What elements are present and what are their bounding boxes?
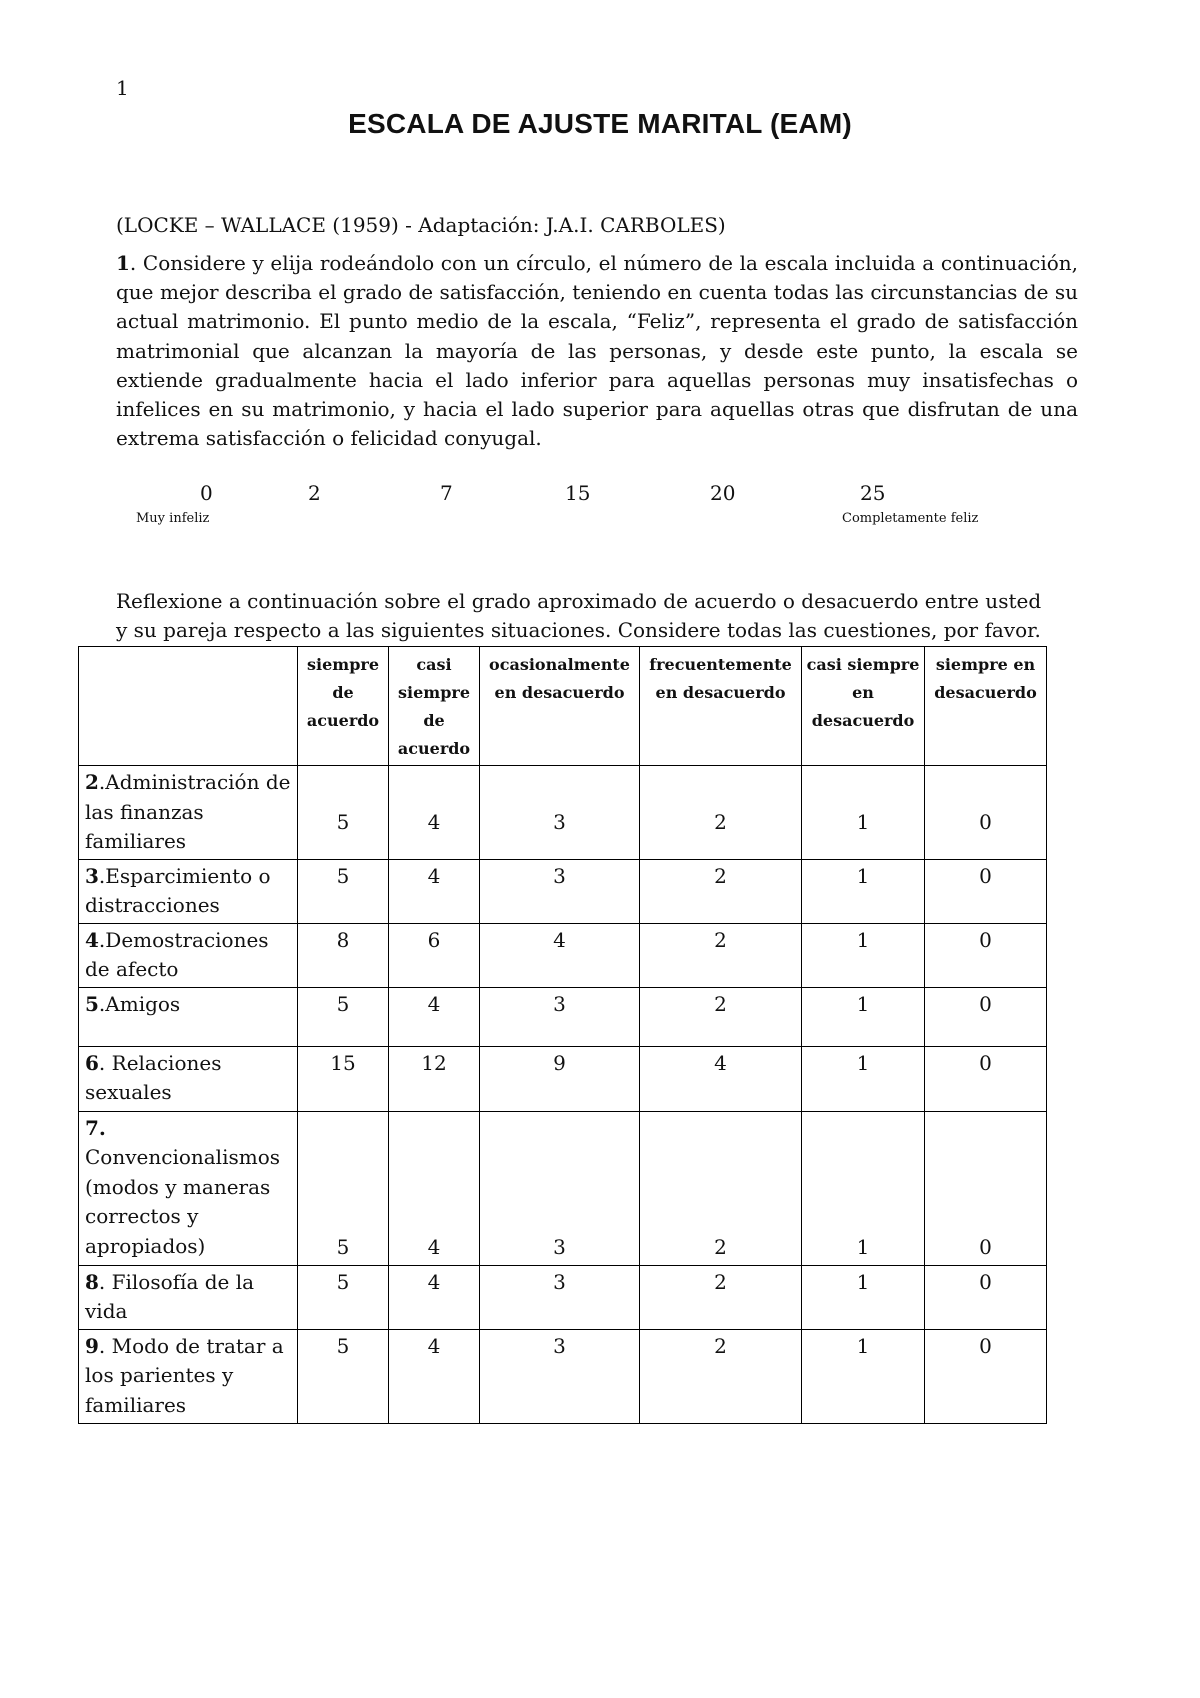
score-cell[interactable]: 2	[640, 923, 802, 987]
score-cell[interactable]: 4	[389, 1329, 480, 1423]
table-header-row	[79, 647, 1047, 766]
score-cell[interactable]: 3	[480, 1329, 640, 1423]
score-cell[interactable]: 3	[480, 766, 640, 860]
score-cell[interactable]: 1	[802, 1265, 925, 1329]
score-cell[interactable]: 1	[802, 987, 925, 1046]
item-label	[79, 1046, 298, 1111]
score-cell[interactable]: 3	[480, 987, 640, 1046]
item-number: 2	[85, 770, 99, 794]
score-cell[interactable]: 2	[640, 1111, 802, 1265]
score-cell[interactable]: 4	[389, 766, 480, 860]
item-text: .Amigos	[98, 991, 181, 1016]
score-cell[interactable]: 5	[298, 987, 389, 1046]
item-label	[79, 1329, 298, 1423]
score-cell[interactable]: 0	[925, 1111, 1047, 1265]
item-label	[79, 766, 298, 860]
scale-value-15[interactable]: 15	[565, 481, 591, 505]
header-blank	[79, 647, 298, 766]
score-cell[interactable]: 4	[640, 1046, 802, 1111]
score-cell[interactable]: 2	[640, 1265, 802, 1329]
header-siempre-en-desacuerdo: siempre en desacuerdo	[925, 647, 1047, 766]
score-cell[interactable]: 15	[298, 1046, 389, 1111]
table-row	[79, 766, 1047, 860]
score-cell[interactable]: 2	[640, 766, 802, 860]
score-cell[interactable]: 5	[298, 766, 389, 860]
score-cell[interactable]: 4	[389, 1265, 480, 1329]
score-cell[interactable]: 1	[802, 923, 925, 987]
scale-value-7[interactable]: 7	[440, 481, 453, 505]
question-1-text: . Considere y elija rodeándolo con un círculo, el número de la escala incluida a continuación, que mejor describa el grado de satisfacción, teniendo en cuenta todas las circunstancias de su actual matrimonio. El punto medio de la escala, “Feliz”, representa el grado de satisfacción matrimonial que alcanzan la mayoría de las personas, y desde este punto, la escala se extiende gradualmente hacia el lado inferior para aquellas personas muy insatisfechas o infelices en su matrimonio, y hacia el lado superior para aquellas otras que disfrutan de una extrema satisfacción o felicidad conyugal.	[116, 251, 1078, 451]
score-cell[interactable]: 2	[640, 1329, 802, 1423]
item-number: 4	[85, 927, 99, 952]
score-cell[interactable]: 3	[480, 859, 640, 923]
score-cell[interactable]: 6	[389, 923, 480, 987]
score-cell[interactable]: 5	[298, 859, 389, 923]
score-cell[interactable]: 1	[802, 766, 925, 860]
score-cell[interactable]: 3	[480, 1265, 640, 1329]
scale-low-label: Muy infeliz	[136, 511, 210, 526]
item-label	[79, 987, 298, 1046]
score-cell[interactable]: 4	[389, 987, 480, 1046]
score-cell[interactable]: 2	[640, 987, 802, 1046]
item-text: .Administración de las finanzas familiares	[85, 770, 291, 853]
score-cell[interactable]: 2	[640, 859, 802, 923]
header-siempre-de-acuerdo: siempre de acuerdo	[298, 647, 389, 766]
scale-value-20[interactable]: 20	[710, 481, 736, 505]
question-1	[116, 249, 1078, 453]
item-number: 9	[85, 1333, 99, 1358]
score-cell[interactable]: 0	[925, 859, 1047, 923]
item-number: 7.	[85, 1115, 106, 1140]
item-number: 8	[85, 1269, 99, 1294]
item-number: 6	[85, 1050, 99, 1075]
score-cell[interactable]: 1	[802, 859, 925, 923]
item-text: . Relaciones sexuales	[85, 1050, 222, 1104]
header-casi-siempre-en-desacuerdo: casi siempre en desacuerdo	[802, 647, 925, 766]
header-ocasionalmente-en-desacuerdo: ocasionalmente en desacuerdo	[480, 647, 640, 766]
item-label	[79, 923, 298, 987]
score-cell[interactable]: 12	[389, 1046, 480, 1111]
scale-high-label: Completamente feliz	[842, 511, 979, 526]
score-cell[interactable]: 5	[298, 1265, 389, 1329]
header-casi-siempre-de-acuerdo: casi siempre de acuerdo	[389, 647, 480, 766]
table-row	[79, 859, 1047, 923]
item-text: . Filosofía de la vida	[85, 1269, 255, 1323]
authors-line: (LOCKE – WALLACE (1959) - Adaptación: J.A.I. CARBOLES)	[116, 213, 726, 237]
header-frecuentemente-en-desacuerdo: frecuentemente en desacuerdo	[640, 647, 802, 766]
score-cell[interactable]: 0	[925, 987, 1047, 1046]
score-cell[interactable]: 0	[925, 1265, 1047, 1329]
score-cell[interactable]: 4	[480, 923, 640, 987]
item-label	[79, 1111, 298, 1265]
scale-value-25[interactable]: 25	[860, 481, 886, 505]
table-row	[79, 923, 1047, 987]
score-cell[interactable]: 4	[389, 1111, 480, 1265]
score-cell[interactable]: 9	[480, 1046, 640, 1111]
scale-value-2[interactable]: 2	[308, 481, 321, 505]
table-row	[79, 1329, 1047, 1423]
item-number: 5	[85, 991, 99, 1016]
item-label	[79, 859, 298, 923]
item-number: 3	[85, 863, 99, 888]
table-row	[79, 1265, 1047, 1329]
item-text: .Demostraciones de afecto	[85, 927, 269, 981]
item-text: . Modo de tratar a los parientes y familiares	[85, 1333, 284, 1417]
page-title: ESCALA DE AJUSTE MARITAL (EAM)	[348, 108, 852, 139]
score-cell[interactable]: 3	[480, 1111, 640, 1265]
table-row	[79, 1111, 1047, 1265]
score-cell[interactable]: 1	[802, 1329, 925, 1423]
item-text: Convencionalismos (modos y maneras correctos y apropiados)	[85, 1145, 281, 1258]
score-cell[interactable]: 0	[925, 1329, 1047, 1423]
score-cell[interactable]: 1	[802, 1111, 925, 1265]
score-cell[interactable]: 0	[925, 1046, 1047, 1111]
table-intro: Reflexione a continuación sobre el grado aproximado de acuerdo o desacuerdo entre usted y su pareja respecto a las siguientes situaciones. Considere todas las cuestiones, por favor.	[116, 589, 1042, 642]
agreement-table	[78, 646, 1047, 1424]
score-cell[interactable]: 1	[802, 1046, 925, 1111]
score-cell[interactable]: 5	[298, 1111, 389, 1265]
score-cell[interactable]: 5	[298, 1329, 389, 1423]
question-1-number: 1	[116, 251, 130, 275]
score-cell[interactable]: 0	[925, 766, 1047, 860]
page-number: 1	[116, 76, 129, 100]
table-row	[79, 1046, 1047, 1111]
item-text: .Esparcimiento o distracciones	[85, 863, 271, 917]
scale-value-0[interactable]: 0	[200, 481, 213, 505]
score-cell[interactable]: 8	[298, 923, 389, 987]
table-row	[79, 987, 1047, 1046]
score-cell[interactable]: 0	[925, 923, 1047, 987]
score-cell[interactable]: 4	[389, 859, 480, 923]
item-label	[79, 1265, 298, 1329]
